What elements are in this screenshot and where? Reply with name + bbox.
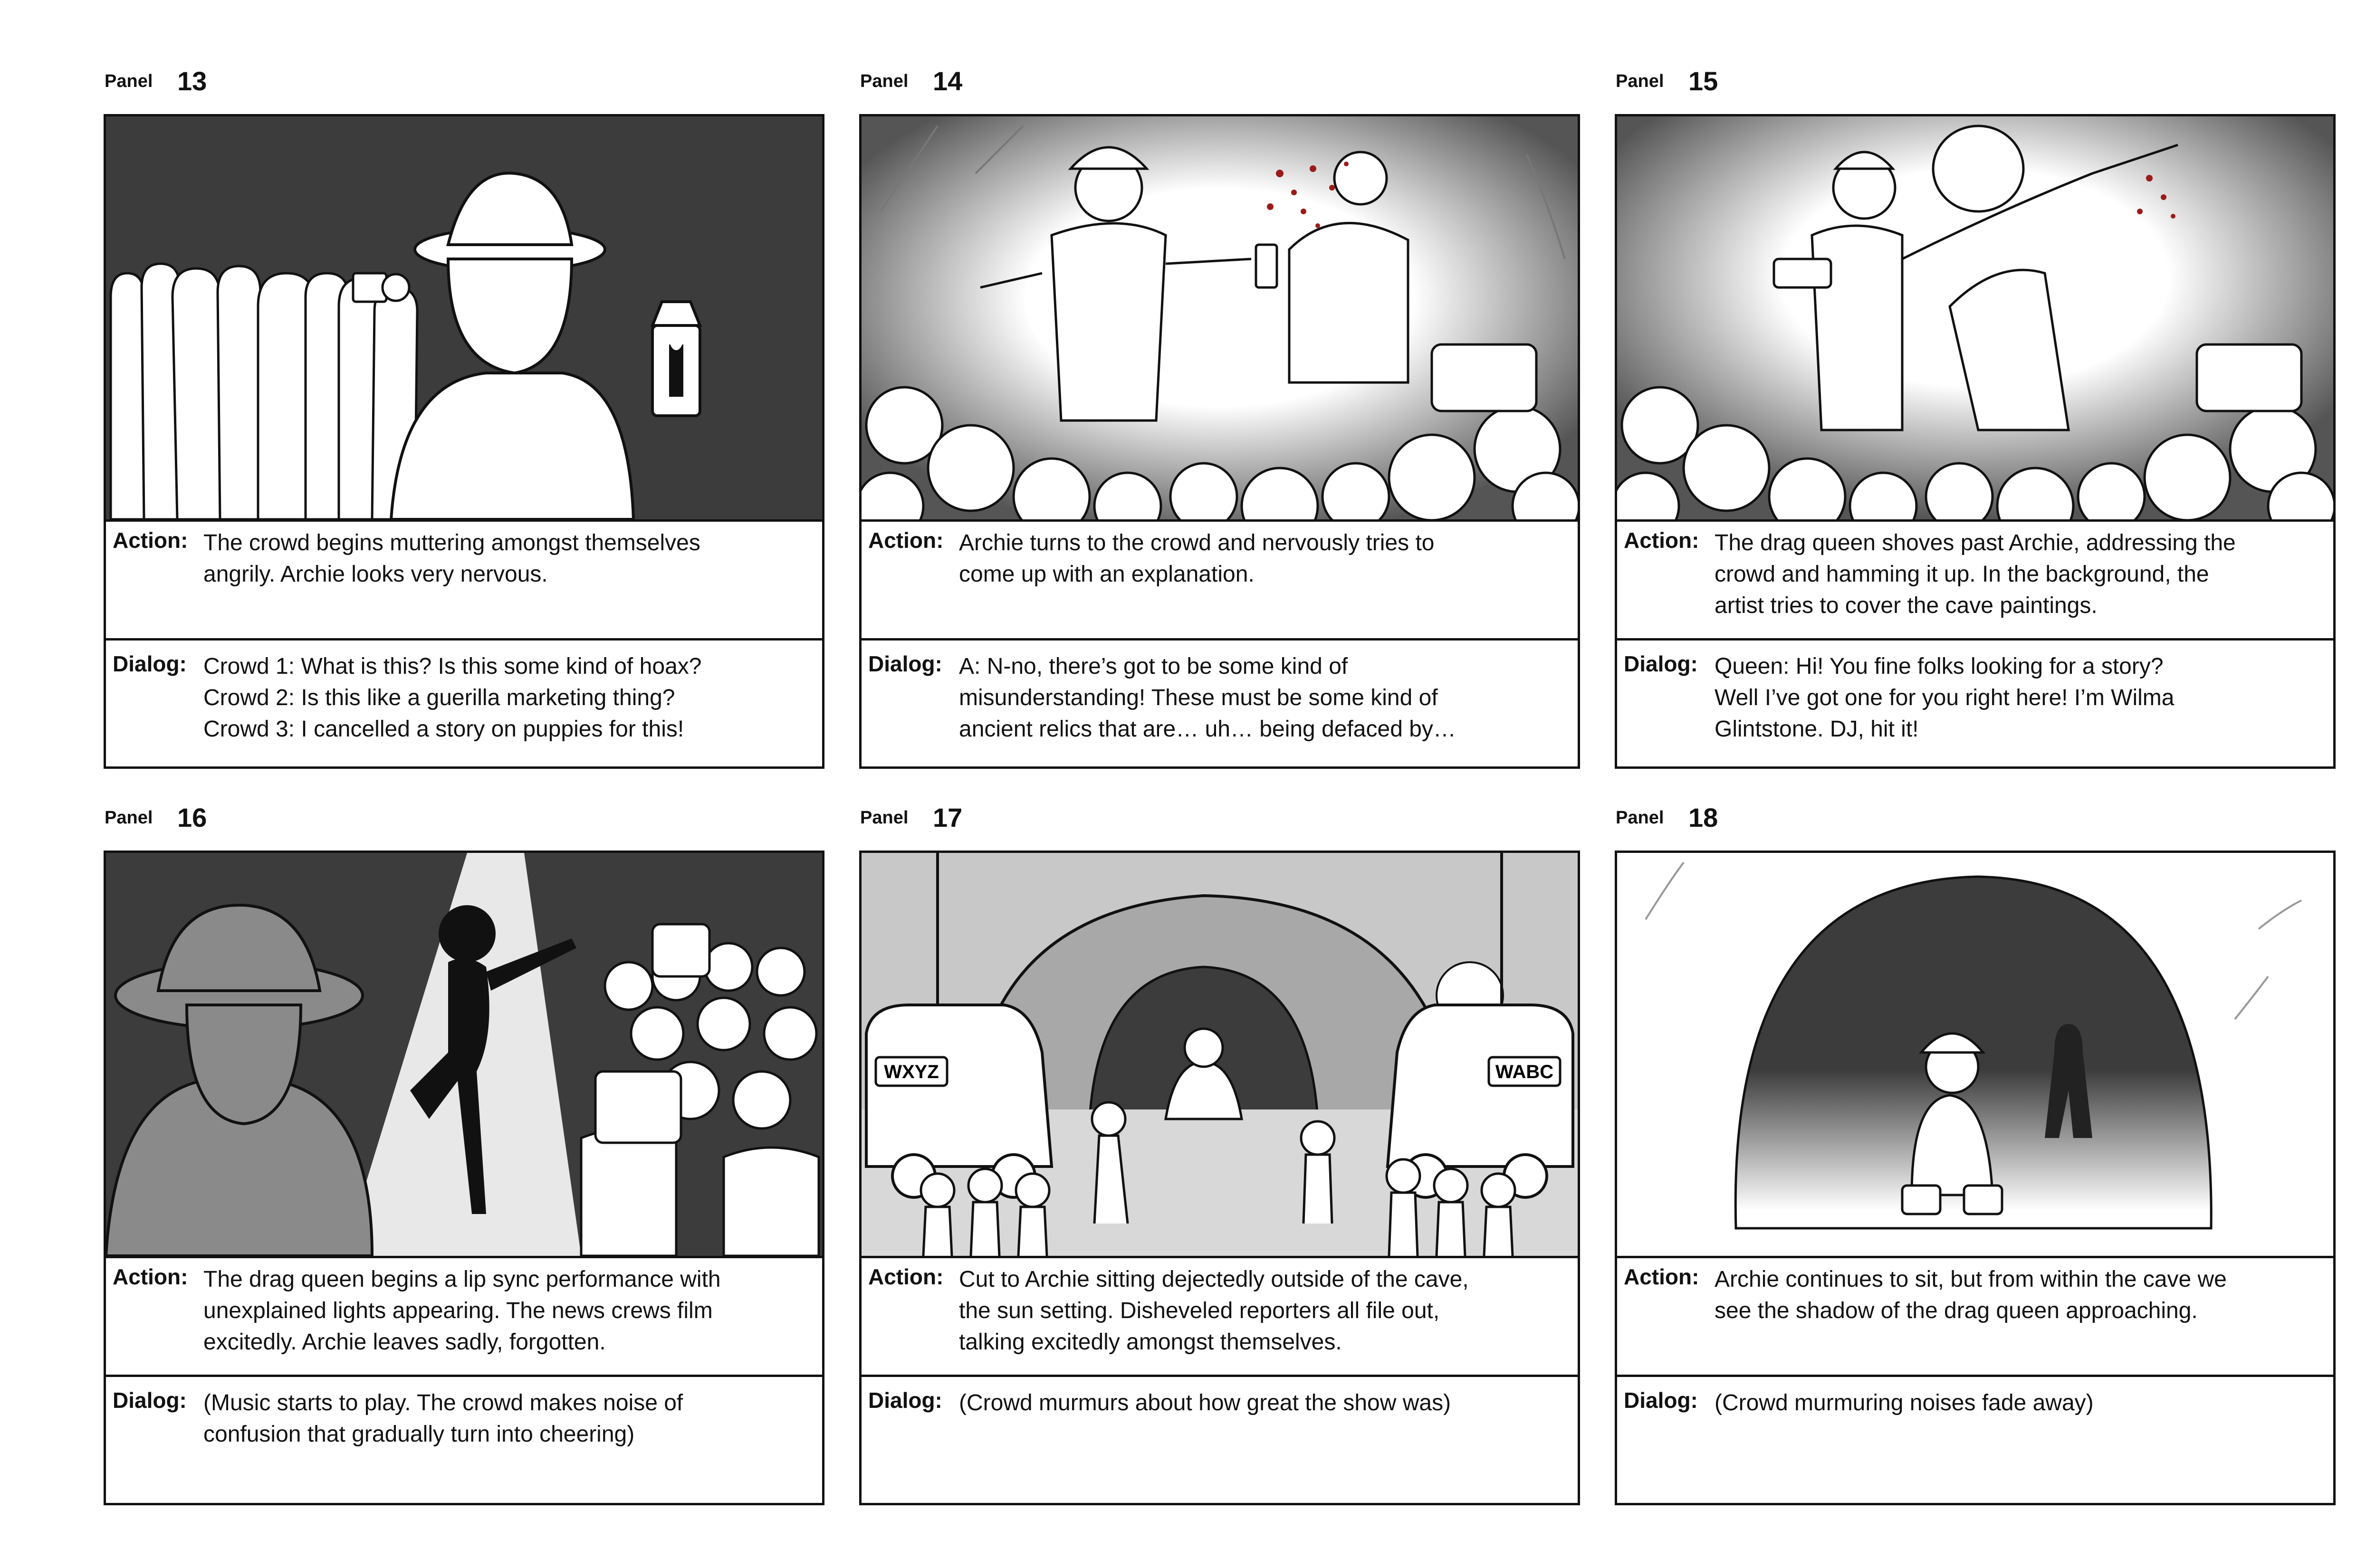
dialog-row bbox=[1617, 1377, 2333, 1503]
panel-label: Panel bbox=[1616, 808, 1664, 828]
dialog-text: Crowd 1: What is this? Is this some kind of hoax? Crowd 2: Is this like a guerilla marketing thing? Crowd 3: I cancelled a story on puppies for this! bbox=[203, 654, 702, 742]
action-row bbox=[1617, 1253, 2333, 1377]
van-label-right: WABC bbox=[1495, 1061, 1554, 1082]
panel-number: 16 bbox=[177, 803, 207, 832]
dialog-label: Dialog: bbox=[113, 1388, 187, 1413]
panel-label: Panel bbox=[1616, 71, 1664, 91]
dialog-text: (Music starts to play. The crowd makes noise of confusion that gradually turn into cheering) bbox=[203, 1390, 683, 1447]
panel-label: Panel bbox=[860, 71, 909, 91]
dialog-text: (Crowd murmuring noises fade away) bbox=[1715, 1390, 2094, 1415]
action-text: Archie continues to sit, but from within the cave we see the shadow of the drag queen approaching. bbox=[1715, 1267, 2227, 1323]
action-text: The drag queen shoves past Archie, addressing the crowd and hamming it up. In the background, the artist tries to cover the cave paintings. bbox=[1715, 530, 2236, 618]
panel-image bbox=[859, 114, 1580, 522]
panel-label: Panel bbox=[105, 808, 153, 828]
action-row bbox=[862, 517, 1578, 641]
dialog-label: Dialog: bbox=[1624, 651, 1698, 676]
dialog-text: A: N-no, there’s got to be some kind of misunderstanding! These must be some kind of ancient relics that are… uh… being defaced by… bbox=[959, 654, 1456, 742]
panel-notes bbox=[859, 1253, 1580, 1505]
panel-image bbox=[104, 851, 824, 1258]
action-label: Action: bbox=[1624, 528, 1699, 553]
dialog-row bbox=[106, 1377, 822, 1503]
action-label: Action: bbox=[113, 1264, 188, 1289]
panel-number: 13 bbox=[177, 66, 207, 96]
dialog-text: (Crowd murmurs about how great the show was) bbox=[959, 1390, 1451, 1415]
dialog-row bbox=[862, 641, 1578, 766]
panel-image bbox=[859, 851, 1580, 1258]
panel-notes bbox=[859, 517, 1580, 769]
dialog-label: Dialog: bbox=[113, 651, 187, 676]
panel-number: 14 bbox=[933, 66, 963, 96]
action-text: Archie turns to the crowd and nervously tries to come up with an explanation. bbox=[959, 530, 1435, 587]
action-label: Action: bbox=[1624, 1264, 1699, 1289]
action-text: Cut to Archie sitting dejectedly outside of the cave, the sun setting. Disheveled reporters all file out, talking excitedly amongst themselves. bbox=[959, 1267, 1469, 1355]
action-text: The drag queen begins a lip sync performance with unexplained lights appearing. The news crews film excitedly. Archie leaves sadly, forgotten. bbox=[203, 1267, 721, 1355]
action-label: Action: bbox=[113, 528, 188, 553]
panel-label: Panel bbox=[860, 808, 909, 828]
dialog-row bbox=[106, 641, 822, 766]
action-row bbox=[106, 1253, 822, 1377]
panel-number: 15 bbox=[1688, 66, 1718, 96]
panel-notes bbox=[104, 517, 824, 769]
action-label: Action: bbox=[868, 528, 944, 553]
dialog-text: Queen: Hi! You fine folks looking for a story? Well I’ve got one for you right here! I’m Wilma Glintstone. DJ, hit it! bbox=[1715, 654, 2175, 742]
action-row bbox=[862, 1253, 1578, 1377]
panel-image bbox=[1615, 114, 2336, 522]
dialog-row bbox=[1617, 641, 2333, 766]
panel-label: Panel bbox=[105, 71, 153, 91]
panel-notes bbox=[104, 1253, 824, 1505]
van-label-left: WXYZ bbox=[884, 1061, 939, 1082]
dialog-label: Dialog: bbox=[1624, 1388, 1698, 1413]
panel-image bbox=[1615, 851, 2336, 1258]
panel-notes bbox=[1615, 517, 2336, 769]
panel-notes bbox=[1615, 1253, 2336, 1505]
panel-number: 18 bbox=[1688, 803, 1718, 832]
action-row bbox=[1617, 517, 2333, 641]
panel-image bbox=[104, 114, 824, 522]
action-row bbox=[106, 517, 822, 641]
dialog-label: Dialog: bbox=[868, 651, 942, 676]
dialog-label: Dialog: bbox=[868, 1388, 942, 1413]
dialog-row bbox=[862, 1377, 1578, 1503]
action-text: The crowd begins muttering amongst themselves angrily. Archie looks very nervous. bbox=[203, 530, 700, 587]
action-label: Action: bbox=[868, 1264, 944, 1289]
panel-number: 17 bbox=[933, 803, 963, 832]
